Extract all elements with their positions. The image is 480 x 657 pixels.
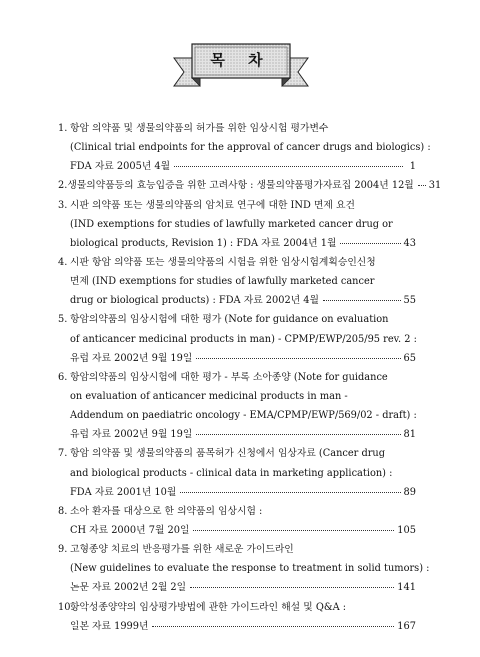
toc-entry-page-number[interactable]: 1 <box>409 161 416 173</box>
toc-entry-page-number[interactable]: 31 <box>428 180 442 192</box>
toc-entry-page-number[interactable]: 105 <box>397 524 416 536</box>
leader-dots <box>196 433 400 435</box>
toc-entry-line <box>58 368 416 387</box>
toc-entry-line <box>58 253 416 272</box>
toc-entry-text: 항암의약품의 임상시험에 대한 평가 (Note for guidance on evaluation <box>70 314 389 326</box>
toc-entry-line <box>58 444 416 463</box>
leader-dots <box>180 491 400 493</box>
toc-entry[interactable] <box>58 176 442 195</box>
toc-entry-line <box>58 598 416 617</box>
title-banner <box>170 38 312 94</box>
toc-entry-last-line <box>58 521 416 540</box>
toc-entry-line <box>58 559 430 578</box>
toc-entry-number: 1. <box>58 123 68 134</box>
toc-entry-number: 4. <box>58 256 68 268</box>
toc-entry-last-line <box>58 234 416 253</box>
toc-entry-page-number[interactable]: 81 <box>403 429 416 441</box>
toc-entry-number: 10. <box>58 601 74 613</box>
leader-dots <box>340 242 400 244</box>
toc-entry-line <box>58 119 416 138</box>
toc-entry-last-line <box>58 349 416 368</box>
toc-entry-text: 시판 항암 의약품 또는 생물의약품의 시험을 위한 임상시험계획승인신청 <box>70 256 376 268</box>
toc-entry-page-number[interactable]: 141 <box>397 582 416 594</box>
toc-entry-last-line <box>58 291 416 310</box>
toc-entry-text: 항암 의약품 및 생물의약품의 품목허가 신청에서 임상자료 (Cancer drug <box>70 448 386 460</box>
leader-dots <box>174 165 403 167</box>
toc-entry-last-line <box>58 483 416 502</box>
toc-entry-page-number[interactable]: 89 <box>403 486 416 498</box>
toc-entry[interactable] <box>58 502 416 540</box>
leader-dots <box>193 529 394 531</box>
toc-entry-source: 일본 자료 1999년 <box>70 620 149 632</box>
leader-dots <box>196 357 400 359</box>
toc-entry-line <box>58 272 416 291</box>
toc-entry-number: 7. <box>58 448 68 460</box>
toc-entry-text: 소아 환자를 대상으로 한 의약품의 임상시험 : <box>70 505 263 517</box>
toc-entry-line <box>58 406 416 425</box>
toc-entry-page-number[interactable]: 65 <box>403 352 416 364</box>
toc-entry-source: 논문 자료 2002년 2월 2일 <box>70 582 187 594</box>
toc-entry[interactable] <box>58 540 430 597</box>
toc-entry-last-line <box>58 157 416 176</box>
toc-entry-number: 2. <box>58 180 68 192</box>
toc-entry-line <box>58 138 431 157</box>
toc-entry-line <box>58 502 416 521</box>
toc-entry-last-line <box>58 176 442 195</box>
toc-entry-source: FDA 자료 2005년 4월 <box>70 161 171 173</box>
toc-entry-line <box>58 540 416 559</box>
toc-entry-page-number[interactable]: 55 <box>403 295 416 307</box>
leader-dots <box>190 586 394 588</box>
toc-entry-line <box>58 196 416 215</box>
toc-entry-text: 항악성종양약의 임상평가방법에 관한 가이드라인 해설 및 Q&A : <box>70 601 347 613</box>
toc-entry-text: 면제 (IND exemptions for studies of lawfully marketed cancer <box>70 276 375 288</box>
toc-entry-last-line <box>58 617 416 636</box>
leader-dots <box>323 299 401 301</box>
leader-dots <box>152 625 394 627</box>
toc-entry-page-number[interactable]: 167 <box>397 620 416 632</box>
toc-entry[interactable] <box>58 444 416 501</box>
toc-entry-number: 6. <box>58 371 68 383</box>
toc-entry-source: biological products, Revision 1) : FDA 자료 2004년 1월 <box>70 237 337 249</box>
toc-entry-source: 유럽 자료 2002년 9월 19일 <box>70 352 193 364</box>
toc-entry-number: 5. <box>58 314 68 326</box>
toc-entry-text: on evaluation of anticancer medicinal products in man - <box>70 390 348 402</box>
toc-entry-number: 9. <box>58 544 68 556</box>
toc-entry[interactable] <box>58 598 416 636</box>
toc-entry-text: of anticancer medicinal products in man) - CPMP/EWP/205/95 rev. 2 : <box>70 333 417 345</box>
toc-entry-text: Addendum on paediatric oncology - EMA/CPMP/EWP/569/02 - draft) : <box>70 410 417 422</box>
page-title: 목 차 <box>210 51 272 69</box>
leader-dots <box>418 184 426 186</box>
toc-entry[interactable] <box>58 368 416 445</box>
toc-entry[interactable] <box>58 196 416 253</box>
toc-entry-text: 항암의약품의 임상시험에 대한 평가 - 부록 소아종양 (Note for guidance <box>70 371 388 383</box>
toc-entry-text: and biological products - clinical data in marketing application) : <box>70 467 393 479</box>
toc-entry-line <box>58 330 416 349</box>
toc-entry-text: 항암 의약품 및 생물의약품의 허가를 위한 임상시험 평가변수 <box>70 123 329 134</box>
toc-entry-last-line <box>58 425 416 444</box>
toc-entry-text: (IND exemptions for studies of lawfully marketed cancer drug or <box>70 218 393 230</box>
toc-entry-text: (Clinical trial endpoints for the approval of cancer drugs and biologics) : <box>70 142 431 154</box>
table-of-contents <box>58 119 442 636</box>
toc-entry-number: 8. <box>58 505 68 517</box>
toc-entry-last-line <box>58 578 416 597</box>
toc-entry-line <box>58 387 416 406</box>
toc-entry-line <box>58 215 416 234</box>
toc-entry-source: drug or biological products) : FDA 자료 2002년 4월 <box>70 295 319 307</box>
toc-entry-page-number[interactable]: 43 <box>403 237 416 249</box>
toc-entry-text: 시판 의약품 또는 생물의약품의 암치료 연구에 대한 IND 면제 요건 <box>70 199 355 211</box>
toc-entry[interactable] <box>58 119 431 176</box>
toc-entry-text: 고형종양 치료의 반응평가를 위한 새로운 가이드라인 <box>70 544 294 556</box>
toc-entry-number: 3. <box>58 199 68 211</box>
toc-entry-text: (New guidelines to evaluate the response to treatment in solid tumors) : <box>70 563 430 575</box>
toc-entry-source: FDA 자료 2001년 10월 <box>70 486 177 498</box>
toc-entry[interactable] <box>58 253 416 310</box>
toc-entry-line <box>58 310 416 329</box>
toc-entry-source: CH 자료 2000년 7월 20일 <box>70 524 190 536</box>
toc-entry-source: 유럽 자료 2002년 9월 19일 <box>70 429 193 441</box>
toc-entry[interactable] <box>58 310 416 367</box>
toc-entry-source: 생물의약품등의 효능입증을 위한 고려사항 : 생물의약품평가자료집 2004년 12월 <box>67 180 414 192</box>
toc-entry-line <box>58 464 416 483</box>
